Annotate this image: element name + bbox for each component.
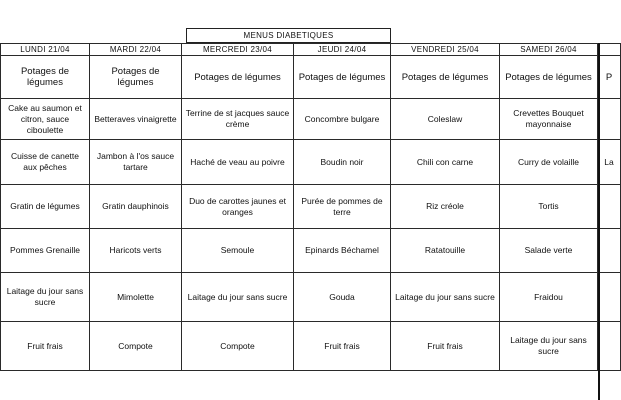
menu-cell: Compote [90,322,182,371]
day-header: JEUDI 24/04 [294,44,391,56]
menu-cell [598,322,621,371]
menu-cell [598,99,621,140]
menu-cell: Potages de légumes [182,56,294,99]
menu-cell: Chili con carne [391,140,500,185]
menu-cell: Haché de veau au poivre [182,140,294,185]
menu-cell: Coleslaw [391,99,500,140]
menu-cell: Gratin de légumes [1,185,90,229]
menu-cell [598,185,621,229]
menu-cell: Laitage du jour sans sucre [391,273,500,322]
menu-cell: Salade verte [500,229,598,273]
menu-cell: Gouda [294,273,391,322]
menu-cell: Cake au saumon et citron, sauce ciboulette [1,99,90,140]
menu-cell: Potages de légumes [294,56,391,99]
menu-cell: Betteraves vinaigrette [90,99,182,140]
table-row-potage [1,56,621,99]
table-row-laitage [1,273,621,322]
day-header: VENDREDI 25/04 [391,44,500,56]
menu-cell [598,229,621,273]
menu-cell: Haricots verts [90,229,182,273]
day-header [598,44,621,56]
menu-cell: Riz créole [391,185,500,229]
day-header: SAMEDI 26/04 [500,44,598,56]
table-row-plat [1,140,621,185]
menu-cell: Cuisse de canette aux pêches [1,140,90,185]
menu-cell: Jambon à l'os sauce tartare [90,140,182,185]
menu-cell: Curry de volaille [500,140,598,185]
menu-cell: Mimolette [90,273,182,322]
menu-title: MENUS DIABETIQUES [186,28,391,43]
menu-cell: Laitage du jour sans sucre [1,273,90,322]
menu-cell: La [598,140,621,185]
table-row-accompagnement-1 [1,185,621,229]
menu-cell: Concombre bulgare [294,99,391,140]
day-header-row [1,44,621,56]
menu-cell: Fruit frais [294,322,391,371]
menu-cell: Terrine de st jacques sauce crème [182,99,294,140]
table-row-accompagnement-2 [1,229,621,273]
menu-cell: Potages de légumes [1,56,90,99]
day-header: MERCREDI 23/04 [182,44,294,56]
menu-cell: Pommes Grenaille [1,229,90,273]
menu-cell: Potages de légumes [500,56,598,99]
menu-cell: Crevettes Bouquet mayonnaise [500,99,598,140]
menu-cell: Potages de légumes [90,56,182,99]
menu-cell: Potages de légumes [391,56,500,99]
menu-cell: Epinards Béchamel [294,229,391,273]
menu-cell: Compote [182,322,294,371]
day-header: MARDI 22/04 [90,44,182,56]
scan-edge [598,43,600,400]
menu-cell: Fruit frais [1,322,90,371]
table-row-dessert [1,322,621,371]
table-row-entree [1,99,621,140]
menu-cell: Laitage du jour sans sucre [182,273,294,322]
menu-cell: Fraidou [500,273,598,322]
menu-cell: Ratatouille [391,229,500,273]
menu-cell: Duo de carottes jaunes et oranges [182,185,294,229]
menu-cell [598,273,621,322]
menu-cell: P [598,56,621,99]
menu-cell: Fruit frais [391,322,500,371]
menu-cell: Tortis [500,185,598,229]
menu-cell: Gratin dauphinois [90,185,182,229]
menu-cell: Purée de pommes de terre [294,185,391,229]
menu-cell: Semoule [182,229,294,273]
menu-table [0,43,621,371]
menu-cell: Boudin noir [294,140,391,185]
day-header: LUNDI 21/04 [1,44,90,56]
menu-cell: Laitage du jour sans sucre [500,322,598,371]
